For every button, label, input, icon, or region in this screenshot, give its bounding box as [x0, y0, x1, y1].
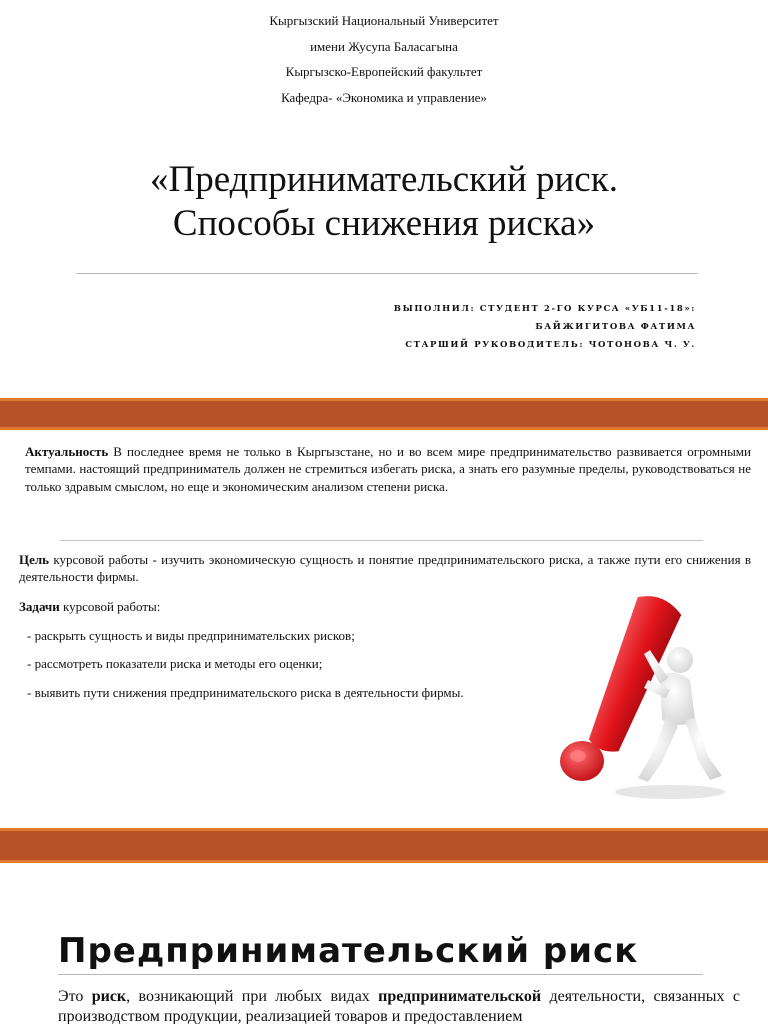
tasks-text: курсовой работы: — [59, 599, 161, 614]
presentation-title — [0, 158, 768, 246]
task-item: - раскрыть сущность и виды предпринимательских рисков; — [27, 628, 355, 643]
slide-separator — [0, 398, 768, 430]
slide-separator — [0, 828, 768, 863]
task-item: - выявить пути снижения предпринимательского риска в деятельности фирмы. — [27, 685, 464, 700]
actuality-paragraph — [25, 443, 751, 495]
section-divider — [60, 540, 703, 541]
actuality-label: Актуальность — [25, 444, 109, 459]
department-name: Кафедра- «Экономика и управление» — [281, 89, 487, 105]
definition-slide — [0, 863, 768, 1024]
faculty-name: Кыргызско-Европейский факультет — [285, 64, 483, 80]
university-name: Кыргызский Национальный Университет — [269, 13, 499, 28]
title-line-2: Способы снижения риска» — [172, 203, 596, 244]
title-line-1: «Предпринимательский риск. — [150, 159, 618, 200]
actuality-text: В последнее время не только в Кыргызстане, но и во всем мире предпринимательство развивается огромными темпами. настоящий предприниматель должен не стремиться избегать риска, а знать его разумные пределы, руководствоваться не только здравым смыслом, но еще и экономическим анализом степени риска. — [25, 444, 751, 494]
university-named-after: имени Жусупа Баласагына — [310, 38, 458, 54]
definition-paragraph — [58, 987, 740, 1024]
credit-author-name: БАЙЖИГИТОВА ФАТИМА — [535, 322, 696, 332]
author-credits — [394, 300, 696, 354]
goal-text: курсовой работы - изучить экономическую сущность и понятие предпринимательского риска, а также пути его снижения в деятельности фирмы. — [19, 552, 751, 585]
title-slide — [0, 0, 768, 398]
slide-heading: Предпринимательский риск — [58, 931, 639, 971]
tasks-heading — [19, 598, 160, 615]
heading-divider — [58, 974, 703, 975]
def-term-risk: риск — [91, 988, 127, 1005]
tasks-label: Задачи — [19, 599, 60, 614]
task-item: - рассмотреть показатели риска и методы его оценки; — [27, 656, 323, 671]
def-term-entrepreneurial: предпринимательской — [378, 988, 542, 1005]
credit-supervisor: СТАРШИЙ РУКОВОДИТЕЛЬ: ЧОТОНОВА Ч. У. — [405, 340, 696, 350]
goal-label: Цель — [19, 552, 50, 567]
university-header — [0, 8, 768, 110]
def-text: Это — [58, 988, 92, 1005]
def-text: , возникающий при любых видах — [126, 988, 379, 1005]
title-divider — [76, 273, 698, 274]
def-text: деятельности, связанных с производством продукции, реализацией товаров и предоставлением — [58, 988, 741, 1024]
goals-slide — [0, 430, 768, 828]
credit-student: ВЫПОЛНИЛ: СТУДЕНТ 2-ГО КУРСА «УБ11-18»: — [393, 304, 696, 314]
exclamation-figure-icon — [520, 580, 750, 810]
